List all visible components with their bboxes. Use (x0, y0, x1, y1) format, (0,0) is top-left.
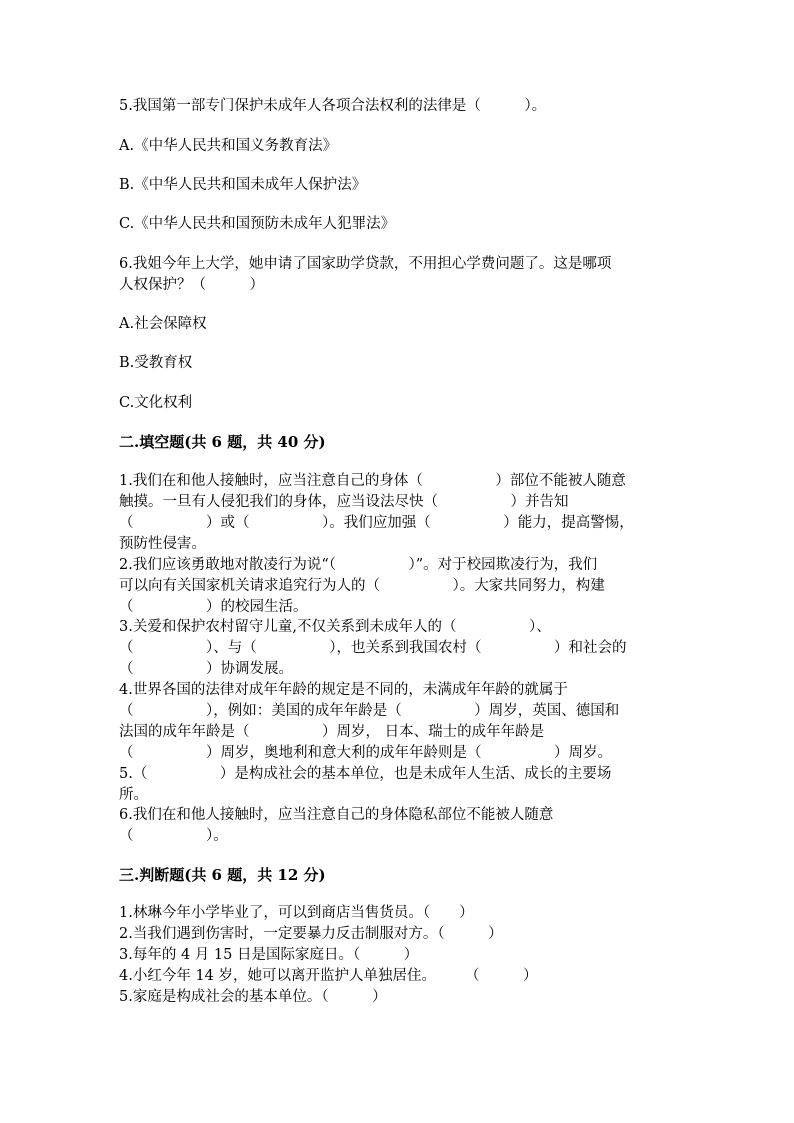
mc-q6-option-c: C.文化权利 (119, 395, 193, 411)
mc-q5-option-a: A.《中华人民共和国义务教育法》 (119, 138, 338, 154)
fill-line: 触摸。一旦有人侵犯我们的身体，应当设法尽快（ ）并告知 (119, 494, 569, 510)
judge-line: 1.林琳今年小学毕业了，可以到商店当售货员。（ ） (119, 905, 474, 921)
fill-line: 预防性侵害。 (119, 536, 206, 552)
fill-line: 可以向有关国家机关请求追究行为人的（ ）。大家共同努力，构建 (119, 578, 605, 594)
mc-q5-stem: 5.我国第一部专门保护未成年人各项合法权利的法律是（ ）。 (119, 98, 547, 114)
fill-line: （ ），例如：美国的成年年龄是（ ）周岁，英国、德国和 (119, 703, 620, 719)
fill-line: 1.我们在和他人接触时，应当注意自己的身体（ ）部位不能被人随意 (119, 473, 626, 489)
mc-q6-stem-line1: 6.我姐今年上大学，她申请了国家助学贷款，不用担心学费问题了。这是哪项 (119, 256, 612, 272)
mc-q5-option-c: C.《中华人民共和国预防未成年人犯罪法》 (119, 216, 396, 232)
fill-line: 法国的成年年龄是（ ）周岁， 日本、瑞士的成年年龄是 (119, 724, 545, 740)
fill-section-heading: 二.填空题(共 6 题，共 40 分) (119, 433, 326, 451)
fill-line: （ ）周岁，奥地利和意大利的成年年龄则是（ ）周岁。 (119, 745, 612, 761)
judge-line: 5.家庭是构成社会的基本单位。（ ） (119, 989, 387, 1005)
judge-line: 3.每年的 4 月 15 日是国际家庭日。（ ） (119, 947, 419, 963)
fill-line: （ ）、与（ ），也关系到我国农村（ ）和社会的 (119, 640, 627, 656)
fill-line: （ ）协调发展。 (119, 661, 293, 677)
fill-line: 2.我们应该勇敢地对散凌行为说“（ ）”。对于校园欺凌行为，我们 (119, 557, 598, 573)
judge-line: 2.当我们遇到伤害时，一定要暴力反击制服对方。（ ） (119, 926, 503, 942)
fill-line: （ ）。 (119, 828, 228, 844)
fill-line: 5.（ ）是构成社会的基本单位，也是未成年人生活、成长的主要场 (119, 766, 612, 782)
fill-line: 3.关爱和保护农村留守儿童,不仅关系到未成年人的（ ）、 (119, 619, 551, 635)
mc-q6-option-b: B.受教育权 (119, 355, 193, 371)
mc-q6-stem-line2: 人权保护？（ ） (119, 277, 264, 293)
mc-q6-option-a: A.社会保障权 (119, 316, 207, 332)
mc-q5-option-b: B.《中华人民共和国未成年人保护法》 (119, 177, 367, 193)
fill-line: （ ）或（ ）。我们应加强（ ）能力，提高警惕， (119, 515, 634, 531)
fill-line: 6.我们在和他人接触时，应当注意自己的身体隐私部位不能被人随意 (119, 807, 554, 823)
fill-line: 4.世界各国的法律对成年年龄的规定是不同的，未满成年年龄的就属于 (119, 682, 568, 698)
judge-section-heading: 三.判断题(共 6 题，共 12 分) (119, 866, 326, 884)
fill-line: 所。 (119, 787, 148, 803)
judge-line: 4.小红今年 14 岁，她可以离开监护人单独居住。 （ ） (119, 968, 538, 984)
fill-line: （ ）的校园生活。 (119, 599, 308, 615)
